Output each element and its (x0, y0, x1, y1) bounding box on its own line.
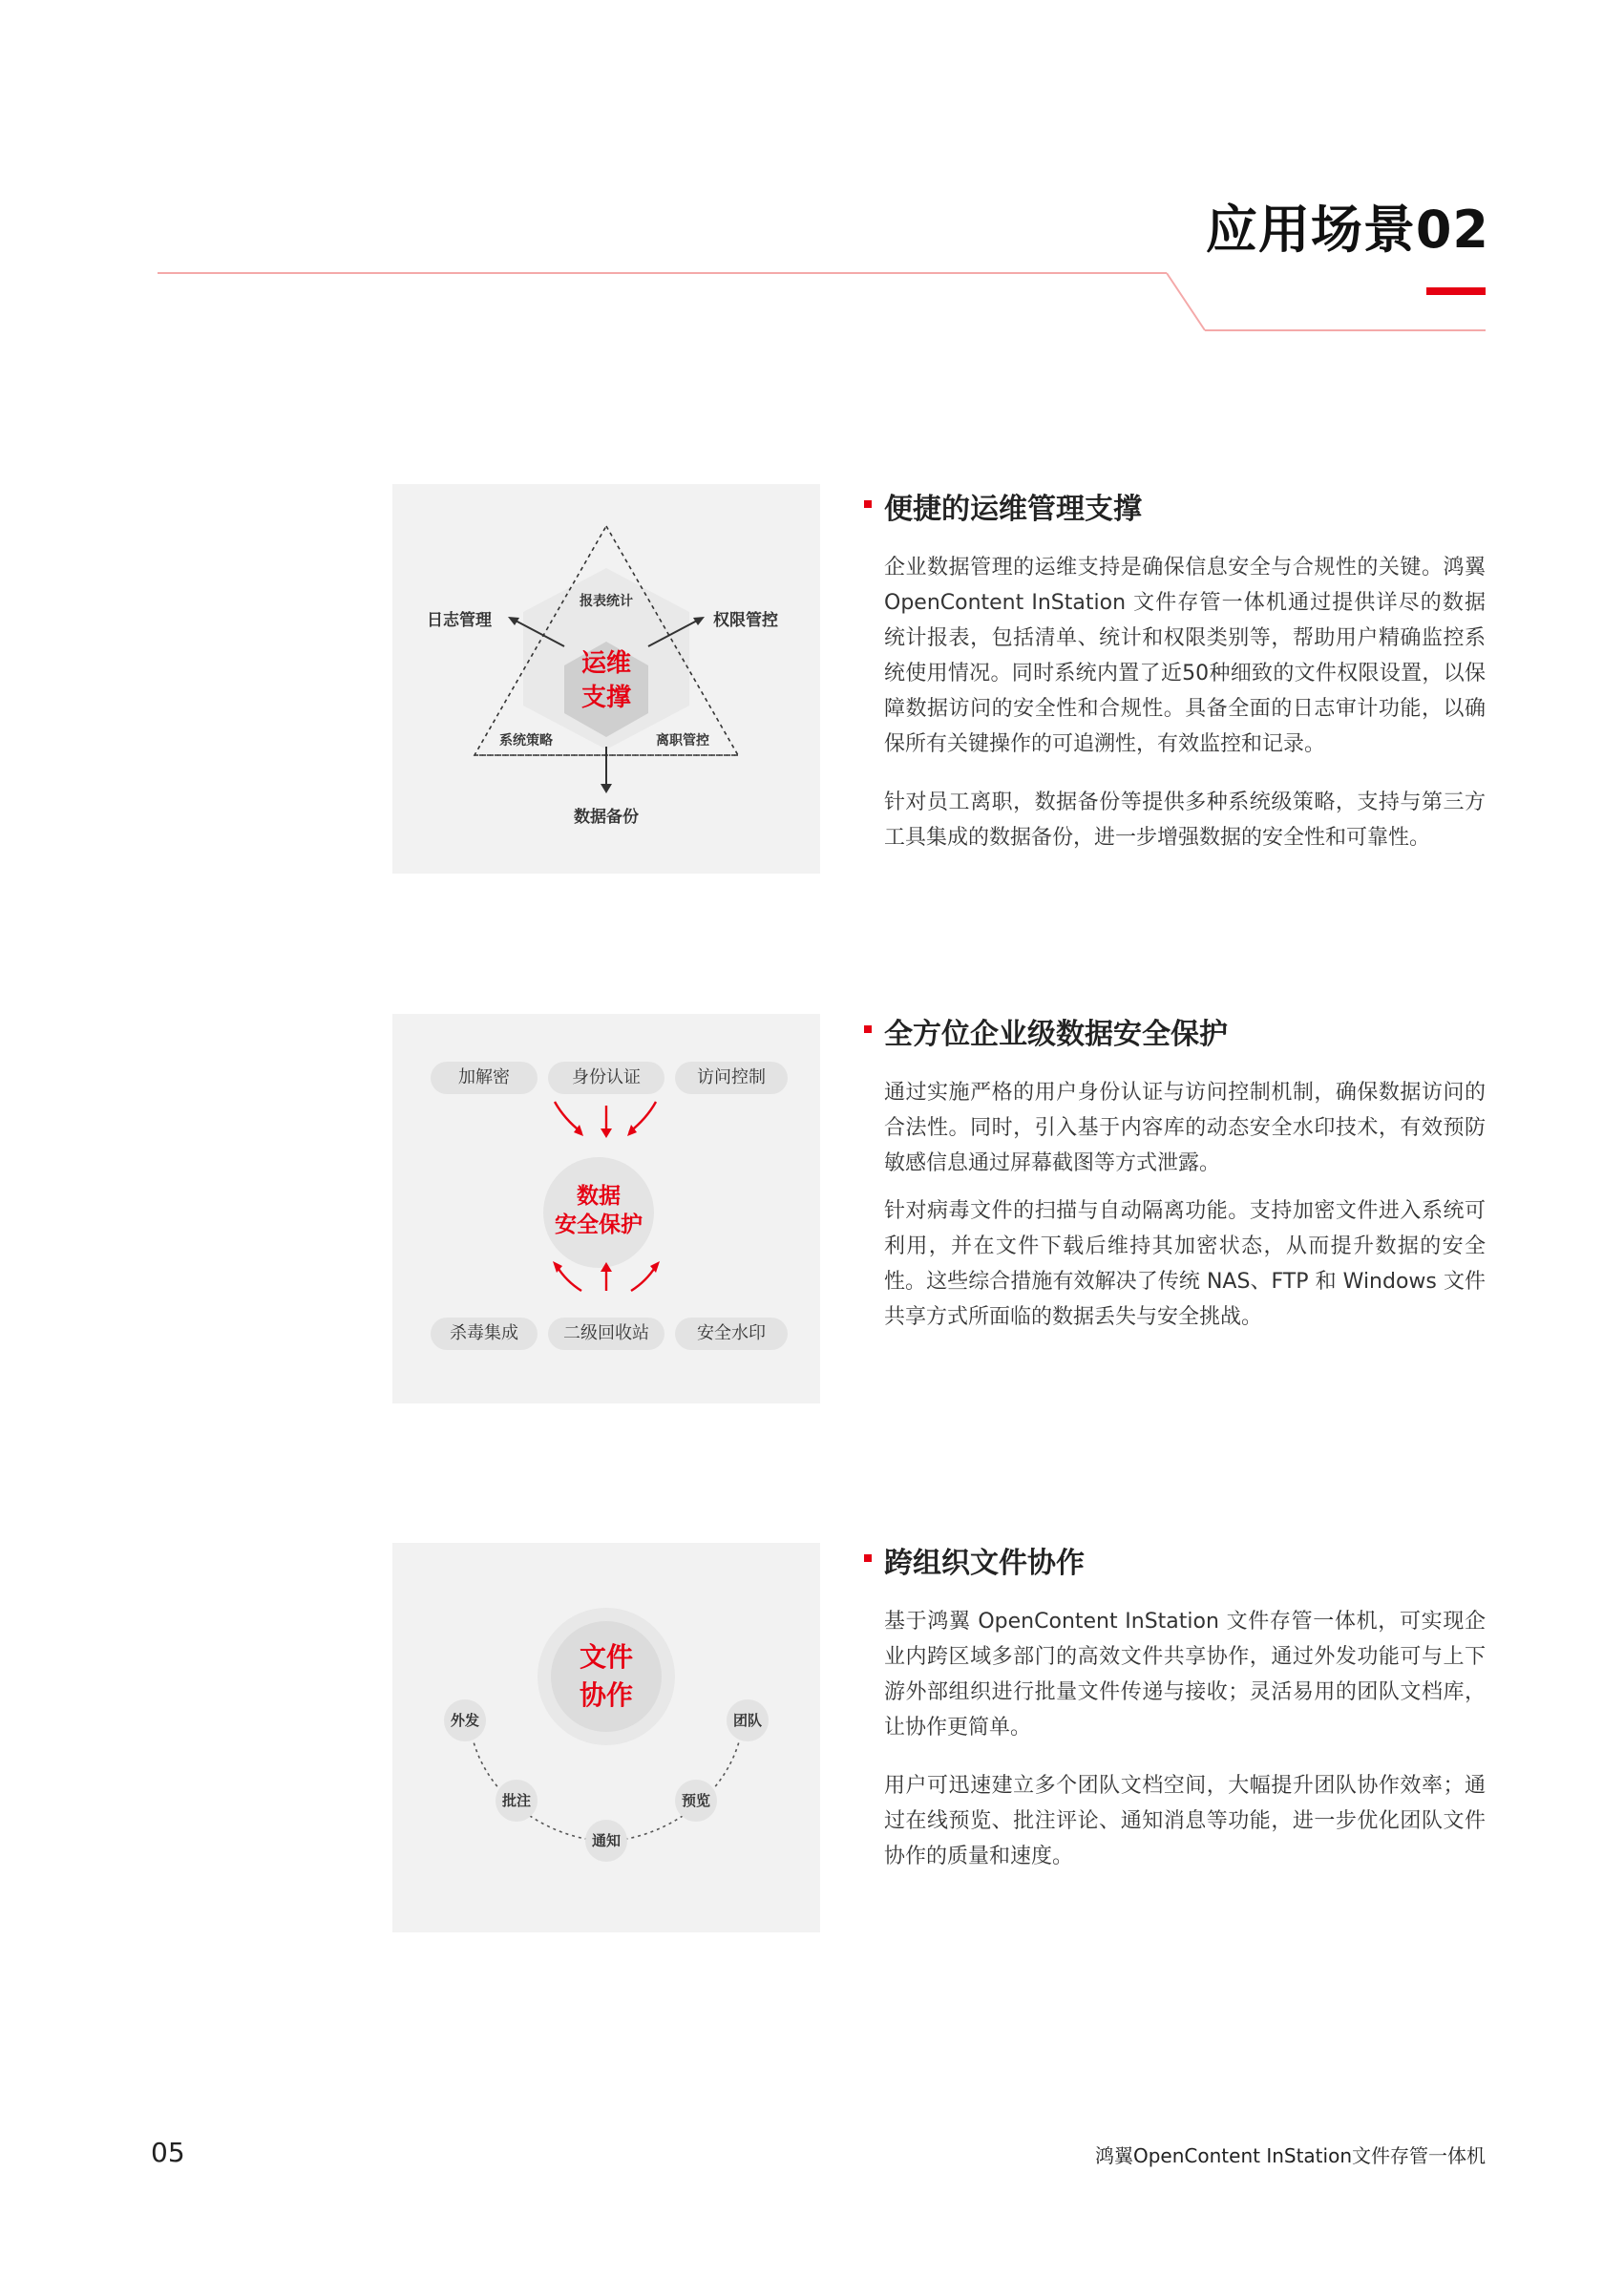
section-title: 全方位企业级数据安全保护 (884, 1018, 1228, 1051)
node-outbound: 外发 (450, 1712, 479, 1729)
section-paragraph: 用户可迅速建立多个团队文档空间，大幅提升团队协作效率；通过在线预览、批注评论、通知消息等功能，进一步优化团队文件协作的质量和速度。 (884, 1774, 1486, 1868)
pill-bottom-2: 二级回收站 (548, 1318, 664, 1350)
node-annotate: 批注 (501, 1792, 531, 1809)
center-label (532, 1182, 665, 1239)
section-bullet (864, 500, 872, 508)
pill-top-1: 加解密 (431, 1062, 538, 1094)
outer-label-left: 日志管理 (427, 611, 492, 630)
pill-top-3: 访问控制 (675, 1062, 788, 1094)
security-diagram (392, 1014, 820, 1403)
section-paragraph: 企业数据管理的运维支持是确保信息安全与合规性的关键。鸿翼 OpenContent InStation 文件存管一体机通过提供详尽的数据统计报表，包括清单、统计和权限类别等，帮助用户精确监控系统使用情况。同时系统内置了近50种细致的文件权限设置，以保障数据访问的安全性和合规性。具备全面的日志审计功能，以确保所有关键操作的可追溯性，有效监控和记录。 (884, 556, 1486, 756)
outer-label-bottom: 数据备份 (574, 808, 639, 827)
ops-support-diagram (392, 484, 820, 874)
section-paragraph: 基于鸿翼 OpenContent InStation 文件存管一体机，可实现企业内跨区域多部门的高效文件共享协作，通过外发功能可与上下游外部组织进行批量文件传递与接收；灵活易用的团队文档库，让协作更简单。 (884, 1610, 1486, 1740)
page-title: 应用场景02 (1205, 200, 1489, 260)
pill-bottom-1: 杀毒集成 (431, 1318, 538, 1350)
center-line-2: 支撑 (580, 684, 631, 712)
center-line-2: 协作 (579, 1679, 633, 1711)
section-title: 跨组织文件协作 (884, 1547, 1085, 1580)
collaboration-diagram (392, 1543, 820, 1932)
inner-label-bottom-left: 系统策略 (499, 733, 553, 749)
section-bullet (864, 1025, 872, 1033)
section-paragraph: 针对病毒文件的扫描与自动隔离功能。支持加密文件进入系统可利用，并在文件下载后维持其加密状态，从而提升数据的安全性。这些综合措施有效解决了传统 NAS、FTP 和 Windows 文件共享方式所面临的数据丢失与安全挑战。 (884, 1199, 1486, 1329)
node-notify: 通知 (591, 1832, 621, 1849)
page-number: 05 (151, 2137, 185, 2168)
center-line-1: 数据 (577, 1184, 621, 1209)
pill-top-2: 身份认证 (548, 1062, 664, 1094)
section-paragraph: 针对员工离职，数据备份等提供多种系统级策略，支持与第三方工具集成的数据备份，进一步增强数据的安全性和可靠性。 (884, 791, 1486, 850)
center-line-2: 安全保护 (555, 1213, 643, 1237)
header-divider (0, 0, 1624, 344)
inner-label-top: 报表统计 (580, 594, 633, 609)
pill-bottom-3: 安全水印 (675, 1318, 788, 1350)
center-label (549, 1638, 664, 1715)
inner-label-bottom-right: 离职管控 (656, 733, 709, 749)
node-preview: 预览 (681, 1792, 710, 1809)
footer-product-name: 鸿翼OpenContent InStation文件存管一体机 (1095, 2144, 1486, 2167)
outer-label-right: 权限管控 (713, 611, 778, 630)
section-bullet (864, 1554, 872, 1562)
center-label (549, 646, 664, 715)
center-line-1: 运维 (580, 649, 631, 678)
section-paragraph: 通过实施严格的用户身份认证与访问控制机制，确保数据访问的合法性。同时，引入基于内容库的动态安全水印技术，有效预防敏感信息通过屏幕截图等方式泄露。 (884, 1081, 1486, 1175)
section-title: 便捷的运维管理支撑 (884, 493, 1142, 526)
center-line-1: 文件 (579, 1641, 633, 1673)
node-team: 团队 (732, 1712, 762, 1729)
